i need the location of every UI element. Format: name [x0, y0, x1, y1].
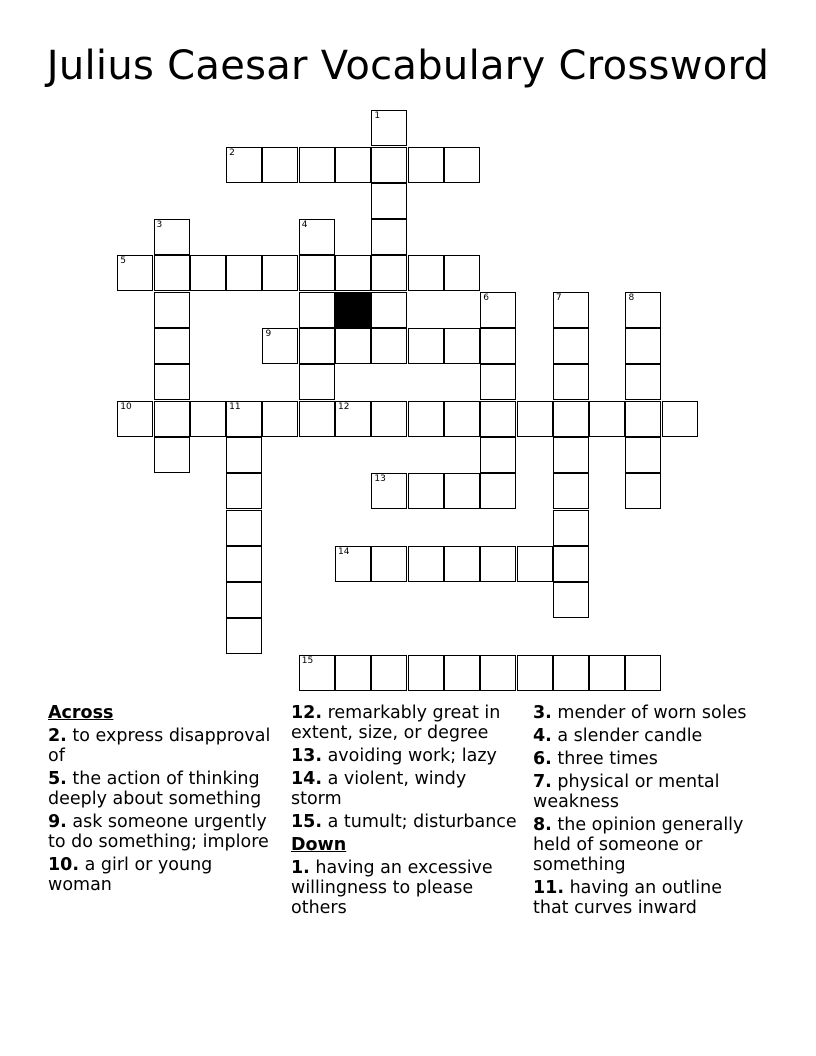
clue-item-text: having an outline that curves inward — [533, 878, 722, 918]
grid-cell[interactable] — [444, 655, 480, 691]
grid-cell[interactable] — [408, 328, 444, 364]
grid-cell[interactable] — [517, 401, 553, 437]
clue-item-number: 11. — [533, 878, 565, 898]
grid-cell[interactable] — [480, 655, 516, 691]
clue-item-text: a slender candle — [551, 726, 703, 746]
grid-cell[interactable] — [226, 582, 262, 618]
clue-item — [291, 746, 521, 766]
grid-cell[interactable] — [299, 401, 335, 437]
grid-cell[interactable] — [625, 328, 661, 364]
clue-number: 8 — [628, 292, 635, 303]
grid-cell[interactable] — [226, 255, 262, 291]
grid-cell[interactable] — [553, 510, 589, 546]
clue-item — [533, 815, 763, 875]
grid-cell[interactable] — [335, 655, 371, 691]
clue-number: 15 — [301, 655, 314, 666]
grid-cell[interactable] — [226, 546, 262, 582]
grid-cell[interactable] — [625, 473, 661, 509]
clue-item-text: mender of worn soles — [551, 703, 747, 723]
grid-cell[interactable] — [226, 473, 262, 509]
clue-item-text: the opinion generally held of someone or something — [533, 815, 744, 875]
across-clue-list-continued — [291, 703, 521, 832]
grid-cell[interactable] — [371, 219, 407, 255]
clue-number: 6 — [483, 292, 489, 303]
grid-cell[interactable] — [444, 147, 480, 183]
grid-cell[interactable] — [589, 401, 625, 437]
grid-cell[interactable] — [154, 437, 190, 473]
down-clue-list-continued — [533, 703, 763, 918]
clue-item-text: to express disapproval of — [48, 726, 271, 766]
grid-cell[interactable] — [553, 328, 589, 364]
clue-item-number: 10. — [48, 855, 80, 875]
clue-item — [291, 769, 521, 809]
grid-cell[interactable] — [262, 255, 298, 291]
clue-number: 3 — [156, 220, 163, 231]
grid-cell[interactable] — [335, 328, 371, 364]
grid-cell[interactable] — [154, 364, 190, 400]
grid-cell[interactable] — [408, 546, 444, 582]
grid-cell[interactable] — [625, 437, 661, 473]
grid-cell[interactable] — [480, 328, 516, 364]
clue-item-number: 9. — [48, 812, 67, 832]
grid-cell[interactable] — [154, 219, 190, 255]
grid-cell[interactable] — [226, 510, 262, 546]
clue-item — [533, 878, 763, 918]
down-clue-list — [291, 858, 521, 918]
grid-cell[interactable] — [226, 401, 262, 437]
clue-item-number: 14. — [291, 769, 323, 789]
grid-cell[interactable] — [371, 328, 407, 364]
grid-cell[interactable] — [371, 147, 407, 183]
clue-item-number: 4. — [533, 726, 552, 746]
black-cell — [335, 292, 371, 328]
clue-item-text: the action of thinking deeply about something — [48, 769, 262, 809]
grid-cell[interactable] — [371, 255, 407, 291]
clue-item — [533, 772, 763, 812]
grid-cell[interactable] — [299, 655, 335, 691]
grid-cell[interactable] — [662, 401, 698, 437]
grid-cell[interactable] — [408, 255, 444, 291]
grid-cell[interactable] — [190, 401, 226, 437]
clue-item-number: 6. — [533, 749, 552, 769]
grid-cell[interactable] — [262, 147, 298, 183]
grid-cell[interactable] — [480, 437, 516, 473]
grid-cell[interactable] — [553, 364, 589, 400]
grid-cell[interactable] — [335, 546, 371, 582]
grid-cell[interactable] — [517, 655, 553, 691]
grid-cell[interactable] — [444, 401, 480, 437]
grid-cell[interactable] — [444, 255, 480, 291]
clue-number: 13 — [374, 474, 386, 485]
grid-cell[interactable] — [154, 255, 190, 291]
clue-item — [533, 703, 763, 723]
grid-cell[interactable] — [262, 328, 298, 364]
grid-cell[interactable] — [480, 473, 516, 509]
grid-cell[interactable] — [553, 401, 589, 437]
clue-item-text: a violent, windy storm — [291, 769, 467, 809]
clue-item-number: 3. — [533, 703, 552, 723]
grid-cell[interactable] — [117, 255, 153, 291]
clue-item-number: 12. — [291, 703, 323, 723]
grid-cell[interactable] — [371, 110, 407, 146]
grid-cell[interactable] — [299, 292, 335, 328]
grid-cell[interactable] — [371, 183, 407, 219]
clue-item — [533, 749, 763, 769]
grid-cell[interactable] — [117, 401, 153, 437]
grid-cell[interactable] — [480, 292, 516, 328]
grid-cell[interactable] — [371, 292, 407, 328]
grid-cell[interactable] — [226, 147, 262, 183]
clue-item — [533, 726, 763, 746]
page-title: Julius Caesar Vocabulary Crossword — [46, 43, 770, 89]
clues-column-3 — [533, 703, 763, 921]
clue-number: 10 — [120, 401, 132, 412]
clue-number: 9 — [265, 329, 272, 340]
grid-cell[interactable] — [371, 655, 407, 691]
grid-cell[interactable] — [589, 655, 625, 691]
clue-item-number: 5. — [48, 769, 67, 789]
clue-item-text: three times — [551, 749, 658, 769]
clue-number: 1 — [374, 111, 381, 122]
grid-cell[interactable] — [154, 292, 190, 328]
grid-cell[interactable] — [444, 328, 480, 364]
clues-column-1 — [48, 703, 278, 898]
clue-item-text: avoiding work; lazy — [322, 746, 497, 766]
grid-cell[interactable] — [154, 401, 190, 437]
grid-cell[interactable] — [262, 401, 298, 437]
clue-item — [48, 855, 278, 895]
grid-cell[interactable] — [335, 255, 371, 291]
grid-cell[interactable] — [371, 473, 407, 509]
grid-cell[interactable] — [371, 546, 407, 582]
clue-item — [48, 812, 278, 852]
grid-cell[interactable] — [553, 437, 589, 473]
clue-item-number: 2. — [48, 726, 67, 746]
grid-cell[interactable] — [553, 582, 589, 618]
grid-cell[interactable] — [444, 546, 480, 582]
grid-cell[interactable] — [154, 328, 190, 364]
grid-cell[interactable] — [408, 473, 444, 509]
clue-number: 14 — [338, 546, 350, 557]
grid-cell[interactable] — [625, 292, 661, 328]
grid-cell[interactable] — [480, 401, 516, 437]
grid-cell[interactable] — [299, 147, 335, 183]
down-heading: Down — [291, 835, 347, 855]
across-heading: Across — [48, 703, 114, 723]
grid-cell[interactable] — [444, 473, 480, 509]
grid-cell[interactable] — [553, 546, 589, 582]
clue-item-text: a girl or young woman — [48, 855, 213, 895]
clue-item-number: 15. — [291, 812, 323, 832]
grid-cell[interactable] — [553, 292, 589, 328]
clue-item-text: a tumult; disturbance — [322, 812, 517, 832]
clue-item-text: physical or mental weakness — [533, 772, 720, 812]
grid-cell[interactable] — [371, 401, 407, 437]
grid-cell[interactable] — [299, 219, 335, 255]
clues-column-2 — [291, 703, 521, 921]
grid-cell[interactable] — [299, 364, 335, 400]
grid-cell[interactable] — [408, 147, 444, 183]
clue-item-text: ask someone urgently to do something; implore — [48, 812, 269, 852]
grid-cell[interactable] — [553, 655, 589, 691]
clue-item — [48, 726, 278, 766]
clue-item-text: having an excessive willingness to please others — [291, 858, 493, 918]
grid-cell[interactable] — [517, 546, 553, 582]
clue-number: 12 — [338, 401, 350, 412]
clue-number: 7 — [555, 292, 562, 303]
grid-cell[interactable] — [335, 401, 371, 437]
grid-cell[interactable] — [625, 655, 661, 691]
grid-cell[interactable] — [299, 255, 335, 291]
clue-item — [48, 769, 278, 809]
clue-item — [291, 812, 521, 832]
clue-number: 11 — [229, 401, 241, 412]
clue-number: 2 — [229, 147, 235, 158]
clue-item-number: 1. — [291, 858, 310, 878]
clue-item — [291, 858, 521, 918]
grid-cell[interactable] — [226, 618, 262, 654]
grid-cell[interactable] — [480, 546, 516, 582]
grid-cell[interactable] — [625, 401, 661, 437]
across-clue-list — [48, 726, 278, 895]
clue-number: 5 — [120, 256, 126, 267]
grid-cell[interactable] — [408, 401, 444, 437]
clue-item-text: remarkably great in extent, size, or degree — [291, 703, 501, 743]
clue-item-number: 7. — [533, 772, 552, 792]
grid-cell[interactable] — [553, 473, 589, 509]
grid-cell[interactable] — [335, 147, 371, 183]
grid-cell[interactable] — [408, 655, 444, 691]
clue-item-number: 8. — [533, 815, 552, 835]
clue-item-number: 13. — [291, 746, 323, 766]
grid-cell[interactable] — [480, 364, 516, 400]
clue-item — [291, 703, 521, 743]
grid-cell[interactable] — [299, 328, 335, 364]
grid-cell[interactable] — [226, 437, 262, 473]
grid-cell[interactable] — [625, 364, 661, 400]
clue-number: 4 — [301, 220, 308, 231]
grid-cell[interactable] — [190, 255, 226, 291]
